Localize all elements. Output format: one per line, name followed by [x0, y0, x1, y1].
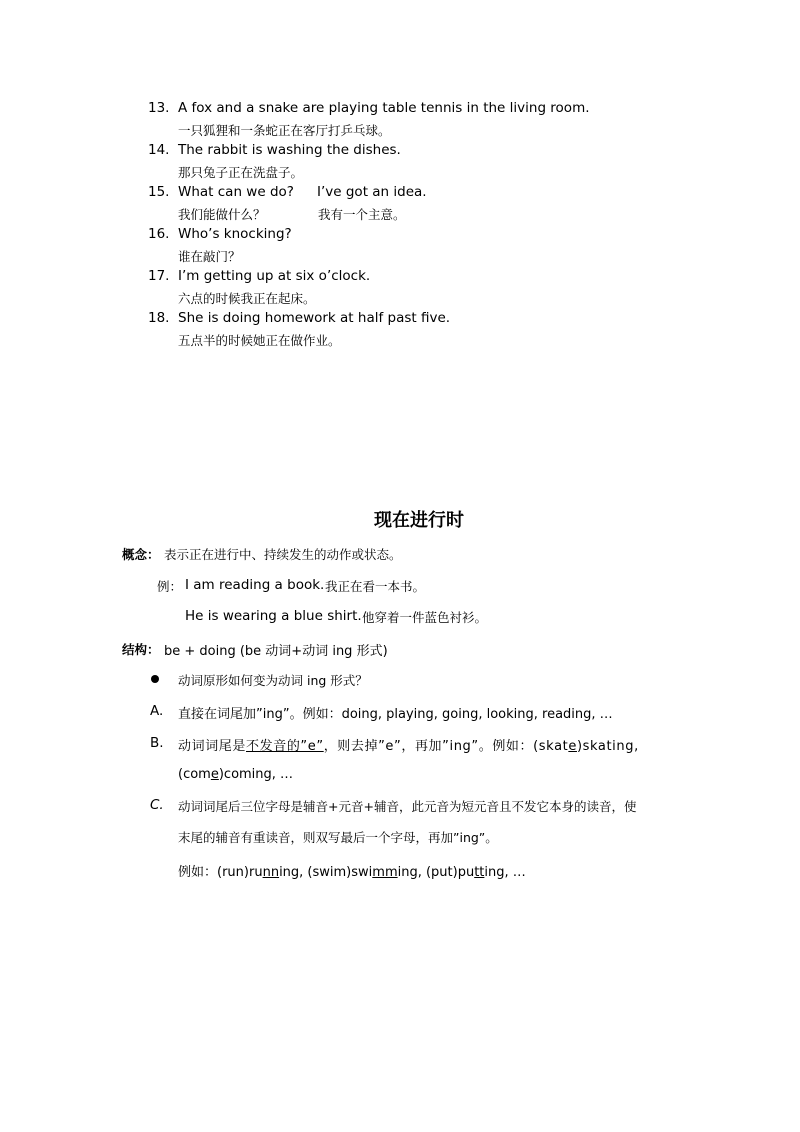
sentence-chinese: 五点半的时候她正在做作业。 [178, 333, 341, 348]
sentence-number: 15. [148, 184, 170, 200]
rule-c-ex-underlined: nn [262, 865, 280, 880]
example-english: He is wearing a blue shirt. [185, 608, 362, 624]
rule-a-label: A. [150, 703, 164, 719]
rule-c-ex-part: ing, (swim)swi [279, 865, 373, 880]
sentence-english: She is doing homework at half past five. [178, 310, 451, 326]
sentence-chinese: 六点的时候我正在起床。 [178, 291, 316, 306]
rule-b-line2 [178, 767, 293, 782]
rule-c-ex-underlined: tt [474, 865, 485, 880]
rule-b-line2-pre: (com [178, 767, 211, 782]
rule-c-ex-part: (run)ru [217, 865, 263, 880]
sentence-number: 14. [148, 142, 170, 158]
sentence-chinese: 我们能做什么？ [178, 207, 266, 222]
rule-b-underlined: 不发音的”e” [246, 739, 324, 754]
structure-label: 结构： [122, 642, 160, 657]
rule-c-example-label: 例如： [178, 865, 218, 880]
rule-b-label: B. [150, 735, 164, 751]
rule-a-text: 直接在词尾加”ing”。例如：doing, playing, going, looking, reading, … [178, 707, 613, 722]
rule-c-ex-part: ing, … [484, 865, 526, 880]
rule-b-line2-e: e [210, 767, 219, 782]
rule-b-line1 [178, 735, 639, 754]
sentence-number: 13. [148, 100, 170, 116]
sentence-chinese: 一只狐狸和一条蛇正在客厅打乒乓球。 [178, 123, 391, 138]
sentence-english: I’ve got an idea. [317, 184, 427, 200]
sentence-chinese: 那只兔子正在洗盘子。 [178, 165, 304, 180]
rule-b-tail: )skating, [576, 739, 639, 754]
sentence-english: What can we do? [178, 184, 294, 200]
rule-c-line1: 动词词尾后三位字母是辅音+元音+辅音，此元音为短元音且不发它本身的读音，使 [178, 799, 637, 814]
sentence-english: The rabbit is washing the dishes. [178, 142, 401, 158]
rule-b-line2-post: )coming, … [218, 767, 294, 782]
concept-label: 概念： [122, 547, 160, 562]
bullet-icon [151, 675, 159, 683]
sentence-chinese: 谁在敲门？ [178, 249, 241, 264]
sentence-english: Who’s knocking? [178, 226, 292, 242]
rule-c-ex-part: ing, (put)pu [397, 865, 475, 880]
sentence-number: 18. [148, 310, 170, 326]
rule-b-e: e [568, 739, 577, 754]
bullet-text: 动词原形如何变为动词 ing 形式？ [178, 673, 368, 688]
section-title: 现在进行时 [374, 510, 464, 531]
example-english: I am reading a book. [185, 577, 325, 593]
rule-b-post: ，则去掉”e”，再加”ing”。例如：(skat [323, 739, 569, 754]
structure-text: be + doing (be 动词+动词 ing 形式) [164, 644, 388, 659]
sentence-number: 17. [148, 268, 170, 284]
sentence-english: I’m getting up at six o’clock. [178, 268, 371, 284]
rule-b-pre: 动词词尾是 [178, 739, 247, 754]
rule-c-line2: 末尾的辅音有重读音，则双写最后一个字母，再加”ing”。 [178, 830, 498, 845]
rule-c-ex-underlined: mm [372, 865, 398, 880]
rule-c-examples [178, 861, 526, 880]
example-chinese: 我正在看一本书。 [325, 579, 426, 594]
sentence-english: A fox and a snake are playing table tennis in the living room. [178, 100, 590, 116]
sentence-number: 16. [148, 226, 170, 242]
example-label: 例： [157, 579, 183, 594]
rule-c-label: C. [150, 797, 164, 813]
example-chinese: 他穿着一件蓝色衬衫。 [362, 610, 488, 625]
concept-text: 表示正在进行中、持续发生的动作或状态。 [164, 547, 402, 562]
sentence-chinese: 我有一个主意。 [318, 207, 406, 222]
